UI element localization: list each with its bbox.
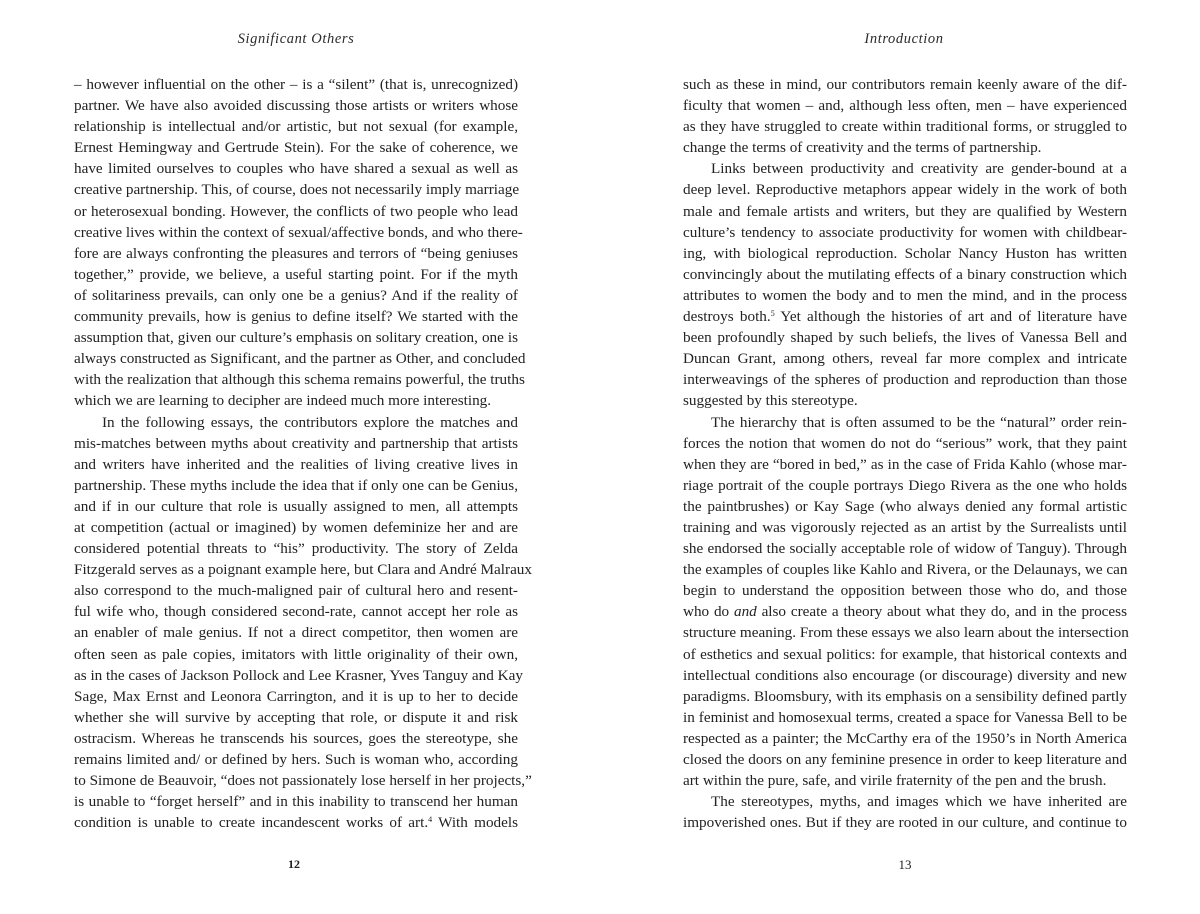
line-text: creative lives within the context of sexual/affective bonds, and who there- [74, 223, 523, 241]
running-head: Significant Others [237, 31, 355, 47]
line-text: as in the cases of Jackson Pollock and Lee Krasner, Yves Tanguy and Kay [74, 666, 523, 684]
line-text: community prevails, how is genius to define itself? We started with the [74, 308, 518, 326]
line-text: whether she will survive by accepting that role, or dispute it and risk [74, 708, 518, 726]
text-line [683, 601, 1127, 622]
text-line [683, 812, 1127, 833]
text-line [74, 433, 518, 454]
text-line [74, 538, 518, 559]
text-line [683, 749, 1127, 770]
line-text: with the realization that although this schema remains powerful, the truths [74, 371, 525, 389]
line-text: Ernest Hemingway and Gertrude Stein). For the sake of coherence, we [74, 139, 518, 157]
line-text: deep level. Reproductive metaphors appear widely in the work of both [683, 181, 1127, 199]
text-line [683, 116, 1127, 137]
body-text [74, 74, 532, 833]
text-line [74, 243, 518, 264]
text-line [74, 327, 518, 348]
line-text: Duncan Grant, among others, reveal far more complex and intricate [683, 350, 1127, 368]
text-line [683, 622, 1127, 643]
line-text: partnership. These myths include the idea that if only one can be Genius, [74, 476, 518, 494]
line-text: also create a theory about what they do, and in the process [756, 603, 1127, 621]
text-line [74, 95, 518, 116]
line-text: begin to understand the opposition between those who do, and those [683, 582, 1127, 600]
line-text: attributes to women the body and to men the mind, and in the process [683, 286, 1127, 304]
text-line [683, 517, 1127, 538]
line-text: have limited ourselves to couples who have shared a sexual as well as [74, 160, 518, 178]
text-line [683, 559, 1127, 580]
line-text: riage portrait of the couple portrays Diego Rivera as the one who holds [683, 476, 1127, 494]
text-line [74, 264, 518, 285]
line-text: of esthetics and sexual politics: for example, that historical contexts and [683, 645, 1127, 663]
line-text: been profoundly shaped by such beliefs, the lives of Vanessa Bell and [683, 329, 1127, 347]
text-line [74, 179, 518, 200]
line-text: The stereotypes, myths, and images which we have inherited are [711, 793, 1127, 811]
text-line [74, 496, 518, 517]
line-text: an enabler of male genius. If not a direct competitor, then women are [74, 624, 518, 642]
text-line [683, 433, 1127, 454]
footnote-marker[interactable]: 4 [428, 815, 433, 825]
text-line [74, 285, 518, 306]
text-line [683, 158, 1127, 179]
line-text: ing, with biological reproduction. Scholar Nancy Huston has written [683, 244, 1127, 262]
text-line [74, 348, 526, 369]
line-text: Links between productivity and creativity are gender-bound at a [711, 160, 1127, 178]
line-text: also correspond to the much-maligned pair of cultural hero and resent- [74, 582, 518, 600]
text-line [74, 749, 518, 770]
line-text: Yet although the histories of art and of literature have [774, 308, 1127, 326]
line-text: creative partnership. This, of course, does not necessarily imply marriage [74, 181, 520, 199]
text-line [683, 264, 1127, 285]
text-line [74, 791, 518, 812]
line-text: condition is unable to create incandescent works of art. [74, 814, 429, 832]
line-text: ostracism. Whereas he transcends his sources, goes the stereotype, she [74, 729, 518, 747]
line-text: suggested by this stereotype. [683, 392, 858, 410]
line-text: always constructed as Significant, and the partner as Other, and concluded [74, 350, 526, 368]
right-page [600, 0, 1200, 914]
line-text: training and was vigorously rejected as an artist by the Surrealists until [683, 518, 1127, 536]
line-text: in feminist and homosexual terms, created a space for Vanessa Bell to be [683, 708, 1127, 726]
line-text: male and female artists and writers, but they are qualified by Western [683, 202, 1127, 220]
text-line [683, 580, 1127, 601]
running-head: Introduction [864, 31, 944, 47]
text-line [683, 243, 1127, 264]
text-line [74, 728, 518, 749]
text-line [74, 517, 518, 538]
text-line [74, 707, 518, 728]
line-text: relationship is intellectual and/or artistic, but not sexual (for example, [74, 118, 518, 136]
line-text: The hierarchy that is often assumed to be the “natural” order rein- [711, 413, 1127, 431]
emphasis-text: and [733, 603, 757, 621]
line-text: ficulty that women – and, although less often, men – have experienced [683, 97, 1127, 115]
line-text: mis-matches between myths about creativity and partnership that artists [74, 434, 518, 452]
text-line [74, 74, 518, 95]
line-text: such as these in mind, our contributors remain keenly aware of the dif- [683, 76, 1127, 93]
text-line [683, 496, 1127, 517]
text-line [683, 412, 1127, 433]
line-text: intellectual conditions also encourage (or discourage) diversity and new [683, 666, 1127, 684]
line-text: Sage, Max Ernst and Leonora Carrington, and it is up to her to decide [74, 687, 518, 705]
line-text: Fitzgerald serves as a poignant example here, but Clara and André Malraux [74, 561, 532, 579]
text-line [683, 369, 1127, 390]
line-text: who do [683, 603, 734, 621]
line-text: at competition (actual or imagined) by women defeminize her and are [74, 518, 518, 536]
text-line [683, 137, 1127, 158]
text-line [683, 285, 1127, 306]
text-line [74, 622, 518, 643]
text-line [74, 686, 518, 707]
line-text: often seen as pale copies, imitators with little originality of their own, [74, 645, 518, 663]
text-line [683, 348, 1127, 369]
text-line [74, 475, 518, 496]
text-line [74, 201, 518, 222]
text-line [683, 475, 1127, 496]
page-number: 13 [898, 857, 912, 872]
line-text: the examples of couples like Kahlo and Rivera, or the Delaunays, we can [683, 561, 1128, 579]
line-text: In the following essays, the contributors explore the matches and [102, 413, 518, 431]
text-line [74, 601, 518, 622]
line-text: change the terms of creativity and the terms of partnership. [683, 139, 1042, 157]
text-line [683, 665, 1127, 686]
line-text: paradigms. Bloomsbury, with its emphasis on a sensibility defined partly [683, 687, 1127, 705]
text-line [74, 580, 518, 601]
line-text: assumption that, given our culture’s emphasis on solitary creation, one is [74, 329, 518, 347]
page-number: 12 [288, 857, 300, 871]
text-line [74, 454, 518, 475]
text-line [74, 390, 518, 411]
text-line [683, 707, 1127, 728]
line-text: to Simone de Beauvoir, “does not passionately lose herself in her projects,” [74, 772, 532, 790]
line-text: which we are learning to decipher are indeed much more interesting. [74, 392, 492, 410]
line-text: With models [432, 814, 518, 832]
line-text: respected as a painter; the McCarthy era of the 1950’s in North America [683, 729, 1127, 747]
line-text: is unable to “forget herself” and in this inability to transcend her human [74, 793, 518, 811]
line-text: culture’s tendency to associate productivity for women with childbear- [683, 223, 1127, 241]
text-line [683, 728, 1127, 749]
text-line [74, 644, 518, 665]
line-text: as they have struggled to create within traditional forms, or struggled to [683, 118, 1127, 136]
line-text: considered potential threats to “his” productivity. The story of Zelda [74, 540, 518, 558]
line-text: – however influential on the other – is a “silent” (that is, unrecognized) [74, 76, 518, 93]
text-line [74, 306, 518, 327]
text-line [74, 812, 518, 833]
text-line [74, 559, 532, 580]
line-text: interweavings of the spheres of production and reproduction than those [683, 371, 1127, 389]
text-line [683, 306, 1127, 327]
text-line [683, 791, 1127, 812]
line-text: art within the pure, safe, and virile fraternity of the pen and the brush. [683, 772, 1107, 790]
text-line [683, 454, 1127, 475]
text-line [74, 158, 518, 179]
text-line [74, 137, 518, 158]
line-text: fore are always confronting the pleasures and terrors of “being geniuses [74, 244, 518, 262]
footnote-marker[interactable]: 5 [770, 309, 775, 319]
text-line [683, 686, 1127, 707]
line-text: impoverished ones. But if they are rooted in our culture, and continue to [683, 814, 1127, 832]
text-line [74, 222, 523, 243]
line-text: ful wife who, though considered second-rate, cannot accept her role as [74, 603, 518, 621]
line-text: and writers have inherited and the realities of living creative lives in [74, 455, 518, 473]
body-text [683, 74, 1127, 833]
text-line [74, 665, 523, 686]
text-line [683, 179, 1127, 200]
text-line [683, 74, 1127, 95]
line-text: of solitariness prevails, can only one be a genius? And if the reality of [74, 286, 518, 304]
line-text: remains limited and/ or defined by hers. Such is woman who, according [74, 751, 518, 768]
text-line [74, 369, 525, 390]
line-text: convincingly about the mutilating effects of a binary construction which [683, 265, 1127, 283]
text-line [74, 116, 518, 137]
line-text: and if in our culture that role is usually assigned to men, all attempts [74, 497, 518, 515]
text-line [683, 95, 1127, 116]
text-line [683, 770, 1127, 791]
line-text: structure meaning. From these essays we also learn about the intersection [683, 624, 1129, 642]
line-text: destroys both. [683, 308, 771, 326]
text-line [683, 222, 1127, 243]
text-line [683, 538, 1127, 559]
line-text: she endorsed the socially acceptable role of widow of Tanguy). Through [683, 540, 1127, 558]
text-line [74, 412, 518, 433]
line-text: forces the notion that women do not do “serious” work, that they paint [683, 434, 1127, 452]
line-text: the paintbrushes) or Kay Sage (who always denied any formal artistic [683, 497, 1127, 515]
text-line [74, 770, 532, 791]
line-text: together,” provide, we believe, a useful starting point. For if the myth [74, 265, 518, 283]
line-text: when they are “bored in bed,” as in the case of Frida Kahlo (whose mar- [683, 455, 1127, 473]
text-line [683, 201, 1127, 222]
line-text: closed the doors on any feminine presence in order to keep literature and [683, 751, 1127, 768]
line-text: or heterosexual bonding. However, the conflicts of two people who lead [74, 202, 518, 220]
line-text: partner. We have also avoided discussing those artists or writers whose [74, 97, 518, 115]
text-line [683, 327, 1127, 348]
text-line [683, 644, 1127, 665]
text-line [683, 390, 1127, 411]
